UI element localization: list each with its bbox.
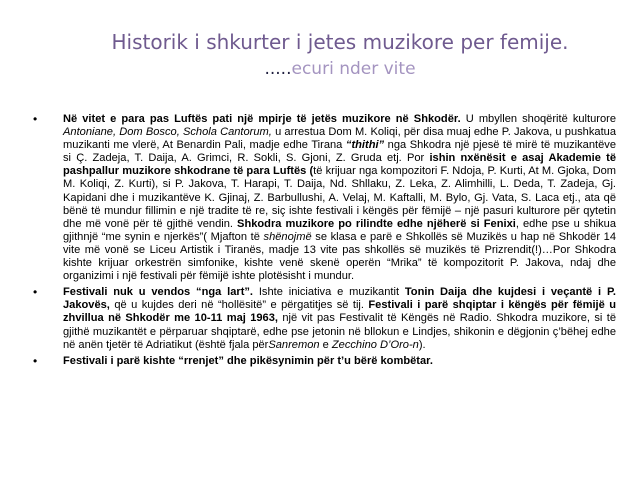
bullet-text-run: se klasa e parë e Shkollës së Muzikës u hap në Shkodër 14 vite më vonë se Liceu Artistik i Tiranës, madje 13 vite pas shkollës së muzikës të Prizrendit(!)…Por Shkodra kishte krijuar orkestrën simfonike, kishte venë skenë operën “Mrika” të kompozitorit P. Jakova, ndaj dhe organizimi i një festivali për fëmijë ishte plotësisht i mundur. xyxy=(63,230,617,283)
subtitle-text: ecuri nder vite xyxy=(291,59,416,79)
bullet-item xyxy=(33,355,616,368)
bullet-text-run: , edhe pse u shikua gjithnjë “me synin e njerkës”( Mjafton të xyxy=(63,217,616,243)
bullet-text-run: Në vitet e para pas Luftës pati një mpirje të jetës muzikore në Shkodër. xyxy=(63,113,461,125)
bullet-text-run: U mbyllen shoqëritë kulturore xyxy=(460,113,616,125)
bullet-text-run: Festivali i parë kishte “rrenjet” dhe pikësynimin për t’u bërë kombëtar. xyxy=(63,354,433,367)
bullet-text-run: shënojmë xyxy=(263,230,312,243)
bullet-text-run: “thithi” xyxy=(345,139,385,152)
bullet-text-run: Sanremon xyxy=(268,338,320,351)
bullet-text-run: Festivali i parë shqiptar i këngës për fëmijë u zhvillua në Shkodër me 10-11 maj 1963, xyxy=(63,299,617,325)
slide-subtitle xyxy=(60,58,620,80)
bullet-item xyxy=(33,113,616,283)
bullet-item xyxy=(33,286,616,351)
bullet-text-run: nga Shkodra një pjesë të mirë të muzikantëve si Ç. Zadeja, T. Daija, A. Grimci, R. Sokli, S. Gjoni, Z. Gruda etj. Por xyxy=(63,139,616,165)
bullet-text-run: Shkodra muzikore po rilindte edhe njëherë si Fenixi xyxy=(237,217,516,230)
bullet-text-run: ishin nxënësit e asaj Akademie të pashpallur muzikore shkodrane të para Luftës ( xyxy=(63,152,616,178)
bullet-text-run: Zecchino D’Oro-n xyxy=(331,338,419,351)
bullet-text-run: ). xyxy=(418,338,426,351)
bullet-text-run: Antoniane, Dom Bosco, Schola Cantorum, xyxy=(63,126,272,139)
bullet-text-run: të krijuar nga kompozitori F. Ndoja, P. Kurti, At M. Gjoka, Dom M. Koliqi, Z. Kurti), si P. Jakova, T. Harapi, T. Daija, Nd. Shllaku, Z. Leka, Z. Alimhilli, L. Deda, T. Zadeja, Gj. Kapidani dhe i muzikantëve K. Gjinaj, Z. Barbullushi, A. Velaj, M. Kaftalli, M. Bylo, Gj. Vata, S. Laca etj., ata që bënë të mundur fillimin e një tradite të re, siç ishte festivali i këngës për fëmijë – një pasuri kulturore për qytetin dhe më vonë për të gjithë vendin. xyxy=(63,165,616,230)
bullet-text-run: Festivali nuk u vendos “nga lart”. xyxy=(63,286,254,299)
bullet-list xyxy=(33,113,616,371)
subtitle-dots: ..... xyxy=(264,59,292,79)
bullet-text-run: që u kujdes deri në “hollësitë” e përgatitjes së tij. xyxy=(109,299,369,312)
bullet-text-run: një vit pas Festivalit të Këngës në Radio. Shkodra muzikore, si të gjithë muzikantët e përparuar shqiptarë, edhe pse jetonin në bllokun e Lindjes, shikonin e dëgjonin ç’bëhej edhe në anën tjetër të Adriatikut (është fjala për xyxy=(63,312,617,351)
bullet-text-run: Tonin Daija dhe kujdesi i veçantë i P. Jakovës, xyxy=(63,286,616,312)
bullet-text-run: Ishte iniciativa e muzikantit xyxy=(253,286,405,299)
bullet-text-run: e xyxy=(319,338,332,351)
slide-title: Historik i shkurter i jetes muzikore per femije. xyxy=(111,30,569,54)
bullet-text-run: u arrestua Dom M. Koliqi, për disa muaj edhe P. Jakova, u pushkatua muzikanti me vlerë, At Benardin Pali, madje edhe Tirana xyxy=(63,126,616,152)
